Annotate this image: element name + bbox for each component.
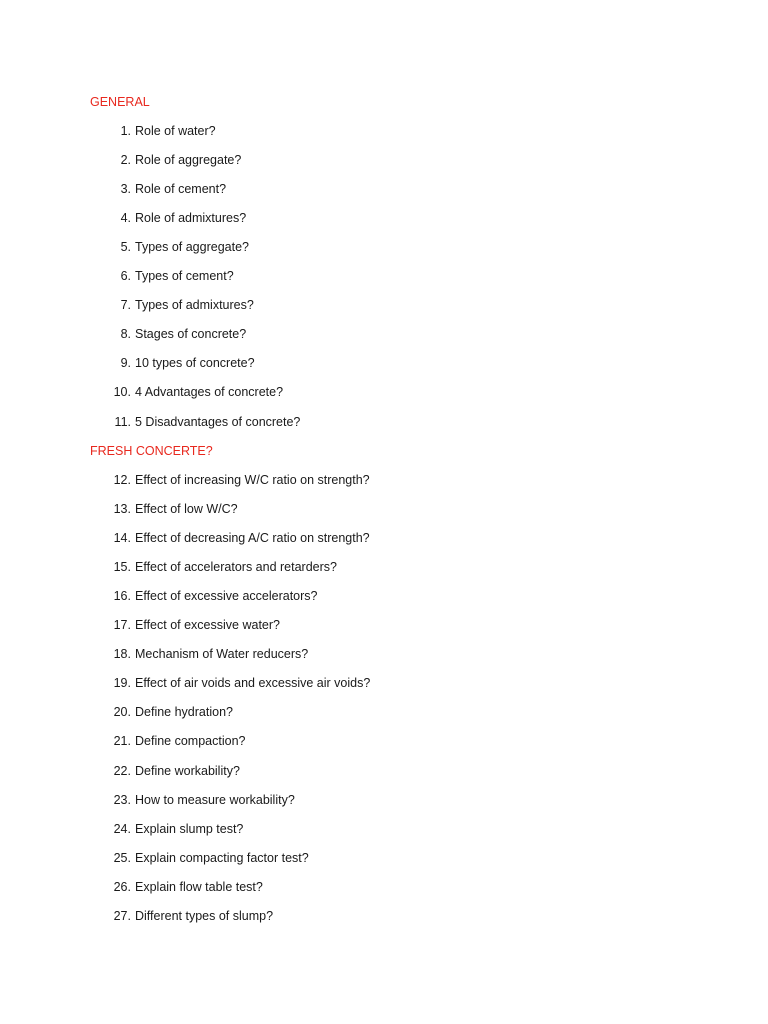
list-item <box>0 181 768 197</box>
list-item-number: 17. <box>113 618 131 632</box>
list-item-text: Explain flow table test? <box>135 880 263 894</box>
list-item <box>0 879 768 895</box>
list-item-number: 6. <box>120 269 131 283</box>
list-item-text: 5 Disadvantages of concrete? <box>135 415 301 429</box>
list-item <box>0 414 768 430</box>
list-item <box>0 821 768 837</box>
section-heading: GENERAL <box>90 95 150 109</box>
list-item-number: 8. <box>120 327 131 341</box>
list-item-text: Effect of increasing W/C ratio on strength? <box>135 473 370 487</box>
list-item-number: 25. <box>113 851 131 865</box>
list-item-number: 5. <box>120 240 131 254</box>
list-item-number: 20. <box>113 705 131 719</box>
list-item-text: Effect of decreasing A/C ratio on strength? <box>135 531 370 545</box>
list-item <box>0 501 768 517</box>
list-item-text: 4 Advantages of concrete? <box>135 385 284 399</box>
list-item <box>0 530 768 546</box>
list-item-text: How to measure workability? <box>135 793 295 807</box>
list-item <box>0 792 768 808</box>
list-item <box>0 763 768 779</box>
list-item-text: Effect of air voids and excessive air voids? <box>135 676 371 690</box>
list-item-text: Effect of low W/C? <box>135 502 238 516</box>
list-item <box>0 355 768 371</box>
list-item-text: Explain compacting factor test? <box>135 851 309 865</box>
list-item-number: 14. <box>113 531 131 545</box>
list-item <box>0 152 768 168</box>
list-item-number: 12. <box>113 473 131 487</box>
list-item <box>0 268 768 284</box>
list-item-text: Role of admixtures? <box>135 211 247 225</box>
list-item <box>0 239 768 255</box>
list-item-text: Different types of slump? <box>135 909 274 923</box>
list-item-number: 27. <box>113 909 131 923</box>
list-item-number: 24. <box>113 822 131 836</box>
list-item <box>0 297 768 313</box>
list-item-number: 21. <box>113 734 131 748</box>
list-item-number: 1. <box>120 124 131 138</box>
list-item <box>0 588 768 604</box>
list-item <box>0 123 768 139</box>
list-item-number: 3. <box>120 182 131 196</box>
list-item-text: Role of cement? <box>135 182 227 196</box>
list-item <box>0 850 768 866</box>
list-item-text: Types of cement? <box>135 269 234 283</box>
list-item <box>0 617 768 633</box>
list-item-text: Explain slump test? <box>135 822 244 836</box>
list-item <box>0 326 768 342</box>
list-item <box>0 733 768 749</box>
list-item-text: Types of admixtures? <box>135 298 254 312</box>
list-item <box>0 559 768 575</box>
list-item-number: 22. <box>113 764 131 778</box>
list-item-number: 15. <box>113 560 131 574</box>
list-item-text: 10 types of concrete? <box>135 356 255 370</box>
list-item-number: 7. <box>120 298 131 312</box>
list-item-text: Define workability? <box>135 764 240 778</box>
list-item-number: 4. <box>120 211 131 225</box>
list-item-text: Define compaction? <box>135 734 246 748</box>
list-item-text: Mechanism of Water reducers? <box>135 647 309 661</box>
list-item <box>0 675 768 691</box>
list-item <box>0 704 768 720</box>
list-item-number: 11. <box>114 415 131 429</box>
list-item-text: Effect of excessive water? <box>135 618 280 632</box>
list-item <box>0 908 768 924</box>
list-item-number: 18. <box>113 647 131 661</box>
list-item-number: 16. <box>113 589 131 603</box>
list-item-number: 10. <box>113 385 131 399</box>
list-item-text: Define hydration? <box>135 705 233 719</box>
section-heading: FRESH CONCERTE? <box>90 444 213 458</box>
list-item <box>0 384 768 400</box>
list-item-number: 9. <box>120 356 131 370</box>
list-item <box>0 646 768 662</box>
list-item-text: Effect of excessive accelerators? <box>135 589 318 603</box>
list-item-number: 23. <box>113 793 131 807</box>
list-item-number: 2. <box>120 153 131 167</box>
list-item-number: 13. <box>113 502 131 516</box>
list-item-number: 19. <box>113 676 131 690</box>
list-item-text: Stages of concrete? <box>135 327 247 341</box>
list-item-text: Types of aggregate? <box>135 240 249 254</box>
list-item-text: Role of aggregate? <box>135 153 242 167</box>
list-item <box>0 472 768 488</box>
list-item-number: 26. <box>113 880 131 894</box>
list-item-text: Effect of accelerators and retarders? <box>135 560 337 574</box>
list-item <box>0 210 768 226</box>
list-item-text: Role of water? <box>135 124 216 138</box>
